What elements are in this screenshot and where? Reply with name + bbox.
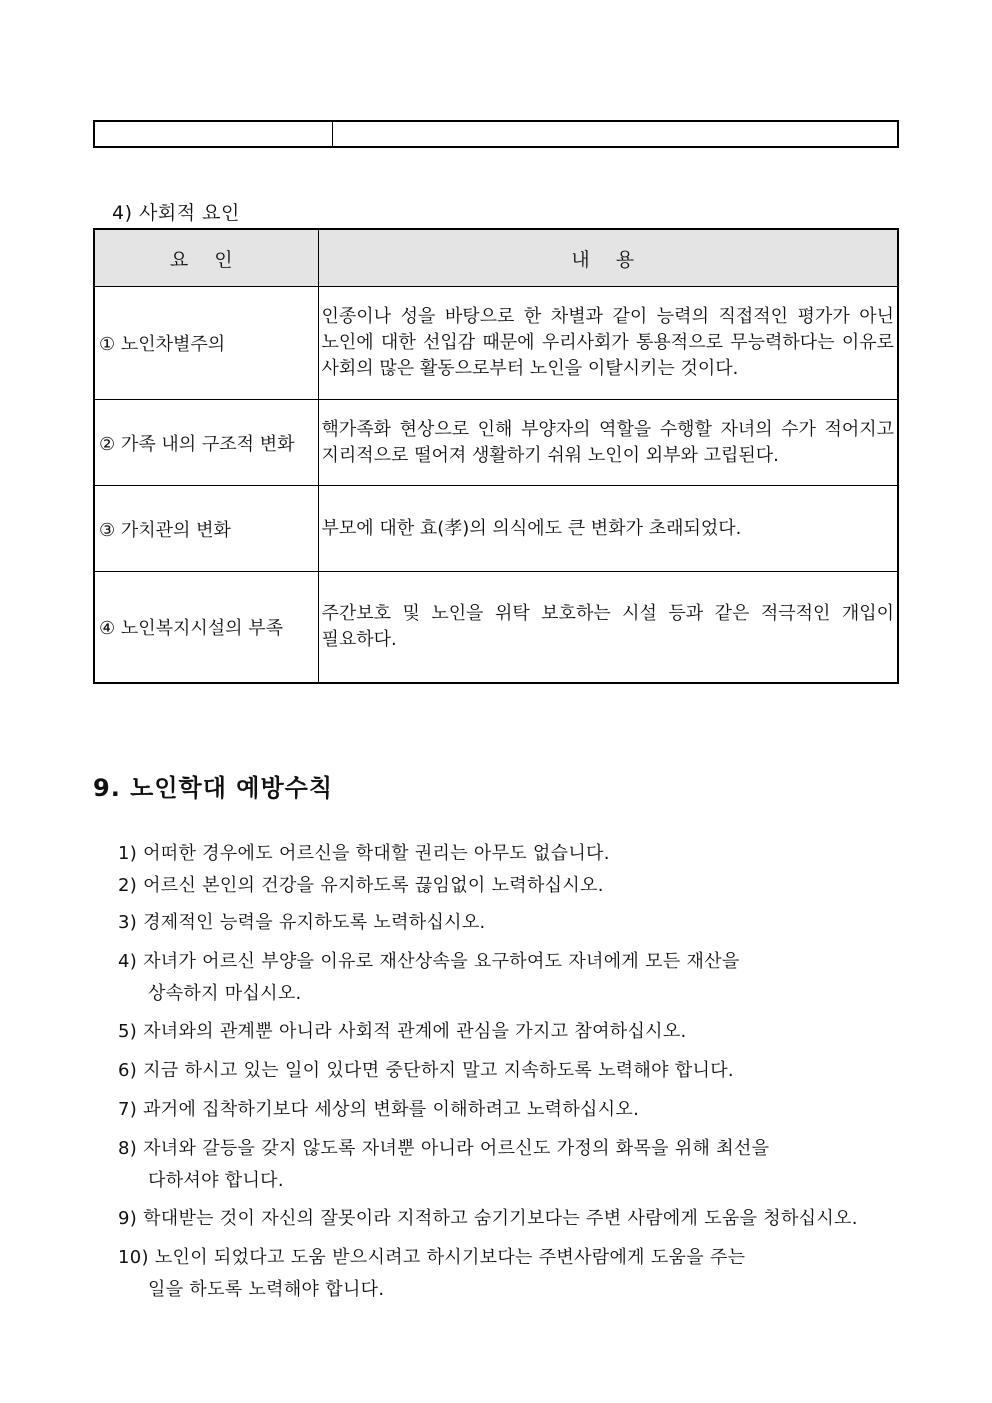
table-header-row <box>94 229 898 287</box>
rule-item <box>118 1094 898 1126</box>
rule-item <box>118 1203 898 1235</box>
rule-text: 7) 과거에 집착하기보다 세상의 변화를 이해하려고 노력하십시오. <box>118 1099 640 1120</box>
rule-item <box>118 1055 898 1087</box>
rule-text: 6) 지금 하시고 있는 일이 있다면 중단하지 말고 지속하도록 노력해야 합니다. <box>118 1060 734 1081</box>
content-cell: 인종이나 성을 바탕으로 한 차별과 같이 능력의 직접적인 평가가 아닌 노인에 대한 선입감 때문에 우리사회가 통용적으로 무능력하다는 이유로 사회의 많은 활동으로부터 노인을 이탈시키는 것이다. <box>318 287 898 400</box>
factor-cell: ② 가족 내의 구조적 변화 <box>94 400 318 486</box>
rule-text: 1) 어떠한 경우에도 어르신을 학대할 권리는 아무도 없습니다. <box>118 843 610 864</box>
rule-text: 5) 자녀와의 관계뿐 아니라 사회적 관계에 관심을 가지고 참여하십시오. <box>118 1021 687 1042</box>
social-factors-table <box>93 228 899 684</box>
content-cell: 주간보호 및 노인을 위탁 보호하는 시설 등과 같은 적극적인 개입이 필요하다. <box>318 572 898 683</box>
table-row <box>94 486 898 572</box>
rule-item <box>118 1016 898 1048</box>
header-factor: 요 인 <box>94 229 318 287</box>
previous-table-cell-2 <box>333 122 897 146</box>
rule-text: 8) 자녀와 갈등을 갖지 않도록 자녀뿐 아니라 어르신도 가정의 화목을 위해 최선을 <box>118 1138 770 1159</box>
section-heading: 4) 사회적 요인 <box>112 202 240 224</box>
content-cell: 핵가족화 현상으로 인해 부양자의 역할을 수행할 자녀의 수가 적어지고 지리적으로 떨어져 생활하기 쉬워 노인이 외부와 고립된다. <box>318 400 898 486</box>
rule-text-continued: 상속하지 마십시오. <box>148 983 302 1004</box>
content-cell: 부모에 대한 효(孝)의 의식에도 큰 변화가 초래되었다. <box>318 486 898 572</box>
rule-item <box>118 946 898 1010</box>
rule-item <box>118 870 898 902</box>
rule-text: 9) 학대받는 것이 자신의 잘못이라 지적하고 숨기기보다는 주변 사람에게 도움을 청하십시오. <box>118 1208 858 1229</box>
factor-cell: ③ 가치관의 변화 <box>94 486 318 572</box>
table-row <box>94 287 898 400</box>
rule-item <box>118 1242 898 1306</box>
previous-table-cell-1 <box>95 122 333 146</box>
previous-table-remnant <box>93 120 899 148</box>
header-content: 내 용 <box>318 229 898 287</box>
rule-text: 10) 노인이 되었다고 도움 받으시려고 하시기보다는 주변사람에게 도움을 주는 <box>118 1247 746 1268</box>
rule-text-continued: 일을 하도록 노력해야 합니다. <box>148 1279 385 1300</box>
factor-cell: ① 노인차별주의 <box>94 287 318 400</box>
rule-text: 4) 자녀가 어르신 부양을 이유로 재산상속을 요구하여도 자녀에게 모든 재산을 <box>118 951 740 972</box>
table-row <box>94 572 898 683</box>
rule-text-continued: 다하셔야 합니다. <box>148 1170 284 1191</box>
rule-text: 3) 경제적인 능력을 유지하도록 노력하십시오. <box>118 912 486 933</box>
rule-item <box>118 907 898 939</box>
factor-cell: ④ 노인복지시설의 부족 <box>94 572 318 683</box>
rule-text: 2) 어르신 본인의 건강을 유지하도록 끊임없이 노력하십시오. <box>118 875 604 896</box>
table-row <box>94 400 898 486</box>
rule-item <box>118 1133 898 1197</box>
rule-item <box>118 838 898 870</box>
main-heading: 9. 노인학대 예방수칙 <box>93 774 333 802</box>
